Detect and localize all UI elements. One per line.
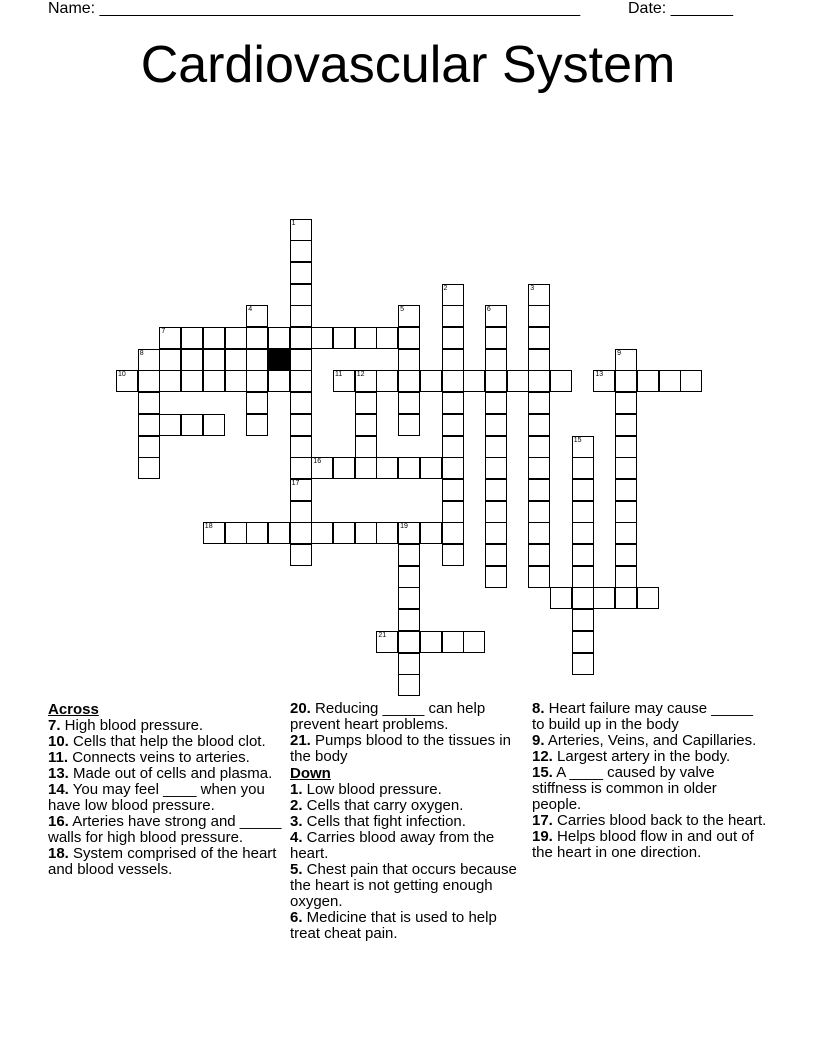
grid-cell[interactable]: [442, 305, 464, 327]
clue: [48, 718, 284, 734]
grid-cell[interactable]: [637, 587, 659, 609]
grid-cell[interactable]: [355, 436, 377, 458]
clue-text: Helps blood flow in and out of the heart in one direction.: [532, 828, 754, 861]
clue-number: 9: [617, 349, 621, 357]
clue-number: 16.: [48, 813, 69, 830]
clue-number: 2: [443, 284, 448, 292]
clue-number: 1.: [290, 781, 303, 798]
grid-cell[interactable]: [138, 414, 160, 436]
grid-cell[interactable]: [572, 544, 594, 566]
clue-number: 19: [400, 523, 408, 531]
grid-cell[interactable]: [398, 370, 420, 392]
grid-cell[interactable]: [203, 522, 225, 544]
clue-number: 6: [486, 306, 491, 314]
grid-cell[interactable]: [138, 457, 160, 479]
clue: [290, 782, 526, 798]
grid-cell[interactable]: [528, 305, 550, 327]
grid-cell[interactable]: [398, 653, 420, 675]
clue-text: Reducing _____ can help prevent heart problems.: [290, 700, 486, 733]
grid-cell[interactable]: [420, 457, 442, 479]
grid-cell[interactable]: [311, 522, 333, 544]
grid-cell[interactable]: [550, 587, 572, 609]
grid-cell[interactable]: [528, 327, 550, 349]
clue-number: 17: [291, 479, 300, 487]
grid-cell[interactable]: [290, 349, 312, 371]
clue-number: 2.: [290, 797, 303, 814]
grid-cell[interactable]: [615, 544, 637, 566]
grid-cell[interactable]: [615, 457, 637, 479]
grid-cell[interactable]: [528, 392, 550, 414]
grid-cell[interactable]: [442, 501, 464, 523]
grid-cell[interactable]: [311, 327, 333, 349]
name-field[interactable]: Name: ______________________________________________________: [48, 0, 581, 17]
grid-cell[interactable]: [376, 631, 398, 653]
clue-number: 9.: [532, 732, 545, 749]
grid-cell[interactable]: [355, 457, 377, 479]
grid-cell[interactable]: [355, 327, 377, 349]
grid-cell[interactable]: [246, 522, 268, 544]
grid-cell[interactable]: [181, 414, 203, 436]
grid-cell[interactable]: [333, 457, 355, 479]
clue-number: 21.: [290, 732, 311, 749]
grid-cell[interactable]: [528, 457, 550, 479]
grid-cell[interactable]: [159, 414, 181, 436]
grid-cell[interactable]: [485, 327, 507, 349]
grid-cell[interactable]: [572, 436, 594, 458]
clue-text: Arteries have strong and _____ walls for high blood pressure.: [48, 813, 282, 846]
clue-number: 13.: [48, 765, 69, 782]
grid-cell[interactable]: [485, 349, 507, 371]
grid-cell[interactable]: [311, 457, 333, 479]
grid-cell[interactable]: [290, 392, 312, 414]
grid-cell[interactable]: [485, 436, 507, 458]
clue-text: Cells that carry oxygen.: [302, 797, 464, 814]
grid-cell[interactable]: [442, 457, 464, 479]
grid-cell[interactable]: [442, 327, 464, 349]
grid-cell[interactable]: [159, 327, 181, 349]
grid-cell[interactable]: [572, 501, 594, 523]
grid-cell[interactable]: [290, 327, 312, 349]
grid-cell[interactable]: [442, 414, 464, 436]
clue-number: 3: [530, 284, 535, 292]
grid-cell[interactable]: [485, 370, 507, 392]
grid-cell[interactable]: [290, 457, 312, 479]
grid-cell[interactable]: [528, 522, 550, 544]
grid-cell[interactable]: [290, 370, 312, 392]
grid-cell[interactable]: [442, 392, 464, 414]
clue-number: 3.: [290, 813, 303, 830]
clue-text: A ____ caused by valve stiffness is common in older people.: [532, 764, 717, 813]
grid-cell[interactable]: [290, 544, 312, 566]
grid-cell[interactable]: [615, 370, 637, 392]
grid-cell[interactable]: [398, 609, 420, 631]
grid-cell[interactable]: [268, 327, 290, 349]
grid-cell[interactable]: [463, 370, 485, 392]
grid-cell[interactable]: [572, 609, 594, 631]
clue-number: 21: [378, 631, 387, 639]
grid-cell[interactable]: [485, 479, 507, 501]
clue-number: 19.: [532, 828, 553, 845]
grid-cell[interactable]: [528, 544, 550, 566]
grid-cell[interactable]: [376, 327, 398, 349]
grid-cell[interactable]: [398, 349, 420, 371]
clue-text: System comprised of the heart and blood vessels.: [48, 845, 277, 878]
grid-cell[interactable]: [615, 436, 637, 458]
clue: [532, 749, 768, 765]
grid-cell[interactable]: [376, 370, 398, 392]
grid-cell[interactable]: [246, 414, 268, 436]
clue: [290, 862, 526, 910]
grid-cell[interactable]: [116, 370, 138, 392]
grid-cell[interactable]: [290, 479, 312, 501]
clue-number: 11.: [48, 749, 69, 766]
clue-number: 20.: [290, 700, 311, 717]
grid-cell[interactable]: [442, 544, 464, 566]
clue-number: 12.: [532, 748, 553, 765]
clue-number: 1: [291, 219, 296, 227]
grid-cell[interactable]: [572, 457, 594, 479]
clues-column-2: [290, 701, 526, 942]
grid-cell[interactable]: [615, 566, 637, 588]
grid-cell[interactable]: [398, 414, 420, 436]
grid-cell[interactable]: [528, 436, 550, 458]
grid-cell[interactable]: [528, 370, 550, 392]
clue-text: Largest artery in the body.: [552, 748, 731, 765]
grid-cell[interactable]: [572, 631, 594, 653]
grid-cell[interactable]: [398, 587, 420, 609]
grid-cell[interactable]: [138, 349, 160, 371]
grid-cell[interactable]: [355, 414, 377, 436]
grid-cell[interactable]: [138, 370, 160, 392]
grid-cell[interactable]: [528, 414, 550, 436]
grid-cell[interactable]: [528, 566, 550, 588]
grid-cell[interactable]: [442, 370, 464, 392]
grid-cell[interactable]: [398, 327, 420, 349]
grid-cell[interactable]: [268, 522, 290, 544]
grid-cell[interactable]: [138, 392, 160, 414]
clue-number: 14.: [48, 781, 69, 798]
down-clues-column-3: [532, 701, 768, 861]
grid-cell[interactable]: [333, 522, 355, 544]
grid-cell[interactable]: [398, 305, 420, 327]
grid-cell[interactable]: [290, 262, 312, 284]
grid-cell[interactable]: [550, 370, 572, 392]
grid-cell[interactable]: [485, 566, 507, 588]
grid-cell[interactable]: [355, 370, 377, 392]
clue-number: 17.: [532, 812, 553, 829]
grid-cell[interactable]: [225, 522, 247, 544]
clue-text: Chest pain that occurs because the heart is not getting enough oxygen.: [290, 861, 517, 910]
clue: [290, 910, 526, 942]
clue-number: 15: [573, 436, 582, 444]
grid-cell[interactable]: [355, 392, 377, 414]
grid-cell[interactable]: [398, 631, 420, 653]
clue-text: Cells that fight infection.: [302, 813, 466, 830]
clue-number: 16: [313, 458, 322, 466]
grid-cell[interactable]: [485, 392, 507, 414]
grid-cell[interactable]: [615, 587, 637, 609]
across-clues-column-1: [48, 701, 284, 878]
grid-cell[interactable]: [442, 522, 464, 544]
grid-cell[interactable]: [398, 457, 420, 479]
date-field[interactable]: Date: _______: [628, 0, 733, 17]
grid-cell[interactable]: [615, 392, 637, 414]
clue: [48, 766, 284, 782]
grid-cell[interactable]: [290, 522, 312, 544]
grid-cell[interactable]: [290, 414, 312, 436]
grid-cell[interactable]: [572, 653, 594, 675]
clue: [48, 750, 284, 766]
clue: [532, 733, 768, 749]
clue: [48, 846, 284, 878]
grid-cell[interactable]: [572, 566, 594, 588]
grid-cell[interactable]: [485, 544, 507, 566]
clue: [290, 701, 526, 733]
clue: [532, 765, 768, 813]
clue-text: High blood pressure.: [60, 717, 204, 734]
clue: [290, 814, 526, 830]
grid-cell[interactable]: [528, 501, 550, 523]
grid-cell[interactable]: [420, 370, 442, 392]
grid-cell[interactable]: [615, 522, 637, 544]
grid-cell[interactable]: [225, 327, 247, 349]
black-cell: [268, 349, 290, 371]
grid-cell[interactable]: [528, 349, 550, 371]
clue: [290, 733, 526, 765]
grid-cell[interactable]: [398, 392, 420, 414]
grid-cell[interactable]: [485, 414, 507, 436]
page-title: Cardiovascular System: [140, 36, 676, 94]
clue-text: Arteries, Veins, and Capillaries.: [544, 732, 757, 749]
grid-cell[interactable]: [572, 479, 594, 501]
grid-cell[interactable]: [246, 305, 268, 327]
clue: [48, 814, 284, 846]
grid-cell[interactable]: [138, 436, 160, 458]
grid-cell[interactable]: [203, 370, 225, 392]
grid-cell[interactable]: [485, 457, 507, 479]
clue-number: 4: [248, 306, 253, 314]
clue-number: 8: [139, 349, 144, 357]
clue-text: Carries blood away from the heart.: [290, 829, 495, 862]
grid-cell[interactable]: [159, 370, 181, 392]
clue-number: 18: [204, 523, 213, 531]
clue-number: 5.: [290, 861, 303, 878]
grid-cell[interactable]: [593, 587, 615, 609]
grid-cell[interactable]: [246, 327, 268, 349]
grid-cell[interactable]: [615, 501, 637, 523]
grid-cell[interactable]: [290, 501, 312, 523]
clue-text: Heart failure may cause _____ to build up in the body: [532, 700, 753, 733]
grid-cell[interactable]: [442, 436, 464, 458]
grid-cell[interactable]: [572, 587, 594, 609]
clue-number: 5: [400, 306, 404, 314]
grid-cell[interactable]: [246, 370, 268, 392]
grid-cell[interactable]: [463, 631, 485, 653]
down-clues: [290, 782, 526, 942]
clue-number: 12: [356, 371, 365, 379]
clue-text: Low blood pressure.: [302, 781, 442, 798]
grid-cell[interactable]: [398, 544, 420, 566]
grid-cell[interactable]: [333, 370, 355, 392]
clue: [290, 830, 526, 862]
grid-cell[interactable]: [680, 370, 702, 392]
grid-cell[interactable]: [203, 349, 225, 371]
clue: [48, 734, 284, 750]
grid-cell[interactable]: [420, 631, 442, 653]
grid-cell[interactable]: [442, 631, 464, 653]
grid-cell[interactable]: [442, 349, 464, 371]
grid-cell[interactable]: [637, 370, 659, 392]
grid-cell[interactable]: [333, 327, 355, 349]
grid-cell[interactable]: [203, 327, 225, 349]
clue-number: 8.: [532, 700, 545, 717]
clue-number: 18.: [48, 845, 69, 862]
grid-cell[interactable]: [203, 414, 225, 436]
grid-cell[interactable]: [528, 479, 550, 501]
grid-cell[interactable]: [355, 522, 377, 544]
grid-cell[interactable]: [615, 414, 637, 436]
grid-cell[interactable]: [290, 436, 312, 458]
grid-cell[interactable]: [659, 370, 681, 392]
clue-number: 10: [118, 371, 126, 379]
clue-number: 11: [335, 371, 343, 379]
clue-text: Cells that help the blood clot.: [68, 733, 266, 750]
grid-cell[interactable]: [290, 240, 312, 262]
clue-number: 7: [161, 328, 166, 335]
grid-cell[interactable]: [290, 305, 312, 327]
grid-cell[interactable]: [485, 501, 507, 523]
grid-cell[interactable]: [528, 284, 550, 306]
grid-cell[interactable]: [485, 305, 507, 327]
clue-text: Medicine that is used to help treat cheat pain.: [290, 909, 497, 942]
clue-text: Made out of cells and plasma.: [68, 765, 273, 782]
grid-cell[interactable]: [181, 370, 203, 392]
grid-cell[interactable]: [485, 522, 507, 544]
across-heading: Across: [48, 701, 99, 718]
clue: [532, 701, 768, 733]
clue-number: 4.: [290, 829, 303, 846]
clue-text: You may feel ____ when you have low blood pressure.: [48, 781, 265, 814]
grid-cell[interactable]: [615, 479, 637, 501]
clue-text: Connects veins to arteries.: [68, 749, 250, 766]
grid-cell[interactable]: [181, 349, 203, 371]
grid-cell[interactable]: [225, 349, 247, 371]
grid-cell[interactable]: [290, 284, 312, 306]
down-heading: Down: [290, 765, 331, 782]
clue-number: 6.: [290, 909, 303, 926]
grid-cell[interactable]: [615, 349, 637, 371]
clue-number: 7.: [48, 717, 61, 734]
grid-cell[interactable]: [225, 370, 247, 392]
grid-cell[interactable]: [376, 457, 398, 479]
clue-text: Carries blood back to the heart.: [552, 812, 767, 829]
grid-cell[interactable]: [507, 370, 529, 392]
grid-cell[interactable]: [246, 349, 268, 371]
grid-cell[interactable]: [376, 522, 398, 544]
grid-cell[interactable]: [442, 284, 464, 306]
grid-cell[interactable]: [442, 479, 464, 501]
grid-cell[interactable]: [290, 219, 312, 241]
clue: [290, 798, 526, 814]
grid-cell[interactable]: [398, 522, 420, 544]
clue-text: Pumps blood to the tissues in the body: [290, 732, 511, 765]
grid-cell[interactable]: [572, 522, 594, 544]
clue-number: 10.: [48, 733, 69, 750]
clue: [48, 782, 284, 814]
clue: [532, 829, 768, 861]
across-clues-continued: [290, 701, 526, 765]
grid-cell[interactable]: [246, 392, 268, 414]
clue: [532, 813, 768, 829]
clue-number: 13: [595, 371, 604, 379]
grid-cell[interactable]: [268, 370, 290, 392]
grid-cell[interactable]: [181, 327, 203, 349]
clue-number: 15.: [532, 764, 553, 781]
grid-cell[interactable]: [398, 674, 420, 696]
grid-cell[interactable]: [420, 522, 442, 544]
grid-cell[interactable]: [398, 566, 420, 588]
grid-cell[interactable]: [593, 370, 615, 392]
grid-cell[interactable]: [159, 349, 181, 371]
